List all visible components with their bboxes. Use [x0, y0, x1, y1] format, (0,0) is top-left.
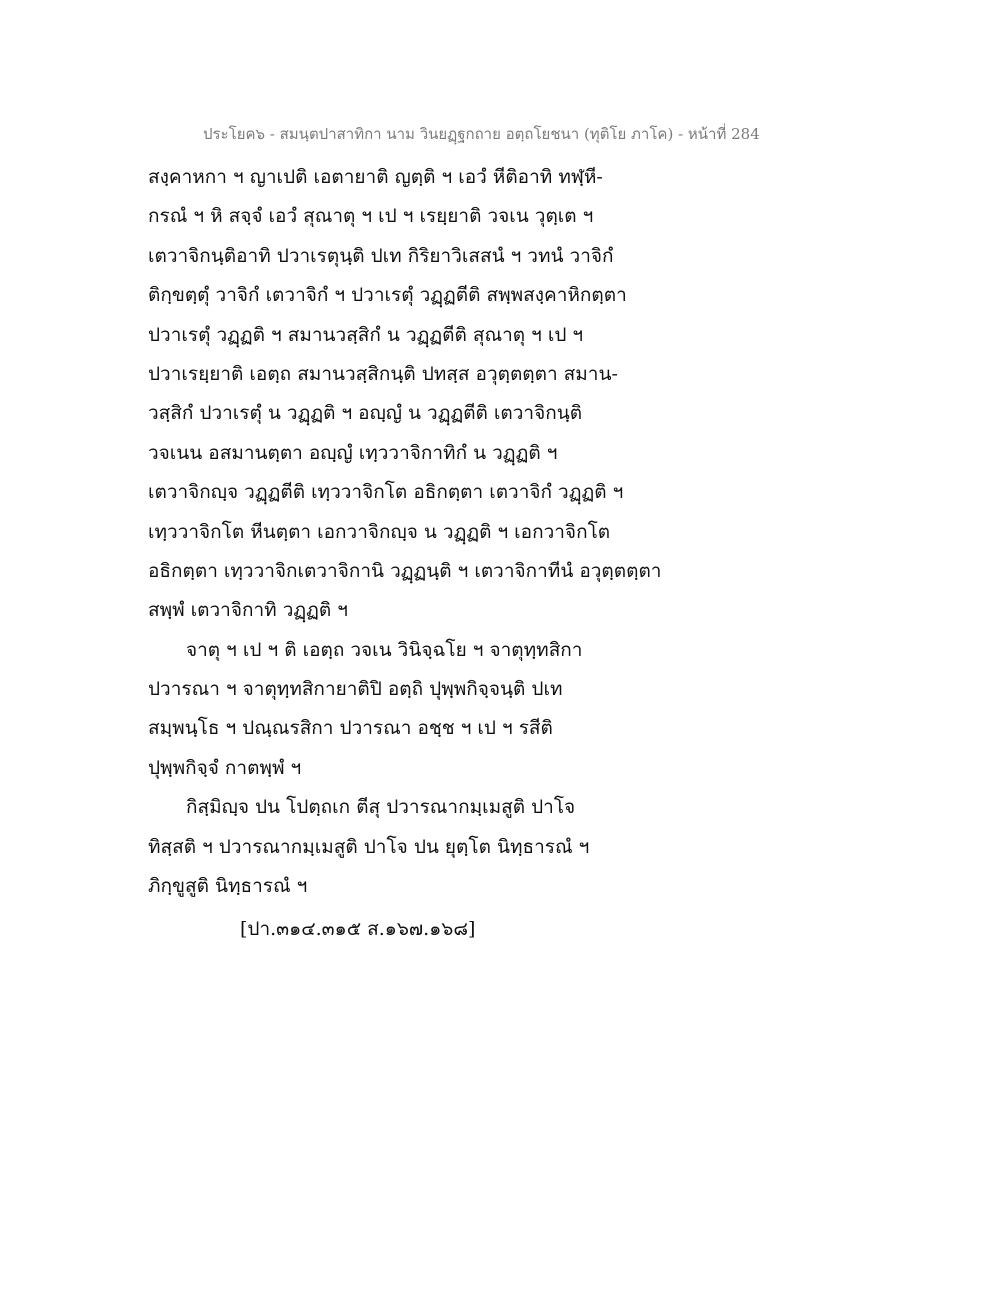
text-line: สพฺพํ เตวาจิกาทิ วฏฺฏติ ฯ [148, 599, 348, 622]
text-line: ปวาเรตุํ วฏฺฏติ ฯ สมานวสฺสิกํ น วฏฺฏตีติ สุณาตุ ฯ เป ฯ [148, 323, 584, 346]
text-line: ติกฺขตฺตุํ วาจิกํ เตวาจิกํ ฯ ปวาเรตุํ วฏฺฏตีติ สพฺพสงฺคาหิกตฺตา [148, 284, 627, 307]
text-line: ทิสฺสติ ฯ ปวารณากมฺเมสูติ ปาโจ ปน ยุตฺโต นิทฺธารณํ ฯ [148, 835, 590, 858]
text-line: กรณํ ฯ หิ สจฺจํ เอวํ สุณาตุ ฯ เป ฯ เรยฺยาติ วจเน วุตฺเต ฯ [148, 205, 594, 228]
text-line: ปวารณา ฯ จาตุทฺทสิกายาติปิ อตฺถิ ปุพฺพกิจฺจนฺติ ปเท [148, 678, 563, 701]
paragraph-first-line: กิสฺมิญฺจ ปน โปตฺถเก ตีสุ ปวารณากมฺเมสูติ ปาโจ [186, 796, 576, 819]
text-line: เตวาจิกนฺติอาทิ ปวาเรตุนฺติ ปเท กิริยาวิเสสนํ ฯ วทนํ วาจิกํ [148, 244, 614, 267]
text-line: วจเนน อสมานตฺตา อญฺญํ เทฺววาจิกาทิกํ น วฏฺฏติ ฯ [148, 441, 558, 464]
text-line: ปวาเรยฺยาติ เอตฺถ สมานวสฺสิกนฺติ ปทสฺส อวุตฺตตฺตา สมาน- [148, 362, 618, 385]
text-line: เตวาจิกญฺจ วฏฺฏตีติ เทฺววาจิกโต อธิกตฺตา เตวาจิกํ วฏฺฏติ ฯ [148, 481, 624, 504]
paragraph-first-line: จาตุ ฯ เป ฯ ติ เอตฺถ วจเน วินิจฺฉโย ฯ จาตุทฺทสิกา [186, 638, 583, 661]
page-reference: [ปา.๓๑๔.๓๑๕ ส.๑๖๗.๑๖๘] [240, 918, 476, 940]
running-header: ประโยค๖ - สมนฺตปาสาทิกา นาม วินยฏฺฐกถาย อตฺถโยชนา (ทุติโย ภาโค) - หน้าที่ 284 [203, 125, 760, 143]
text-line: สมฺพนฺโธ ฯ ปณฺณรสิกา ปวารณา อชฺช ฯ เป ฯ รสีติ [148, 717, 553, 740]
text-line: อธิกตฺตา เทฺววาจิกเตวาจิกานิ วฏฺฏนฺติ ฯ เตวาจิกาทีนํ อวุตฺตตฺตา [148, 559, 662, 582]
text-line: ภิกฺขูสูติ นิทฺธารณํ ฯ [148, 875, 308, 898]
text-line: วสฺสิกํ ปวาเรตุํ น วฏฺฏติ ฯ อญฺญํ น วฏฺฏตีติ เตวาจิกนฺติ [148, 402, 583, 425]
body-text [148, 158, 848, 906]
text-line: สงฺคาหกา ฯ ญาเปติ เอตายาติ ญตฺติ ฯ เอวํ หีติอาทิ ทฬฺหี- [148, 166, 603, 188]
text-line: เทฺววาจิกโต หีนตฺตา เอกวาจิกญฺจ น วฏฺฏติ ฯ เอกวาจิกโต [148, 520, 611, 543]
text-line: ปุพฺพกิจฺจํ กาตพฺพํ ฯ [148, 756, 302, 779]
